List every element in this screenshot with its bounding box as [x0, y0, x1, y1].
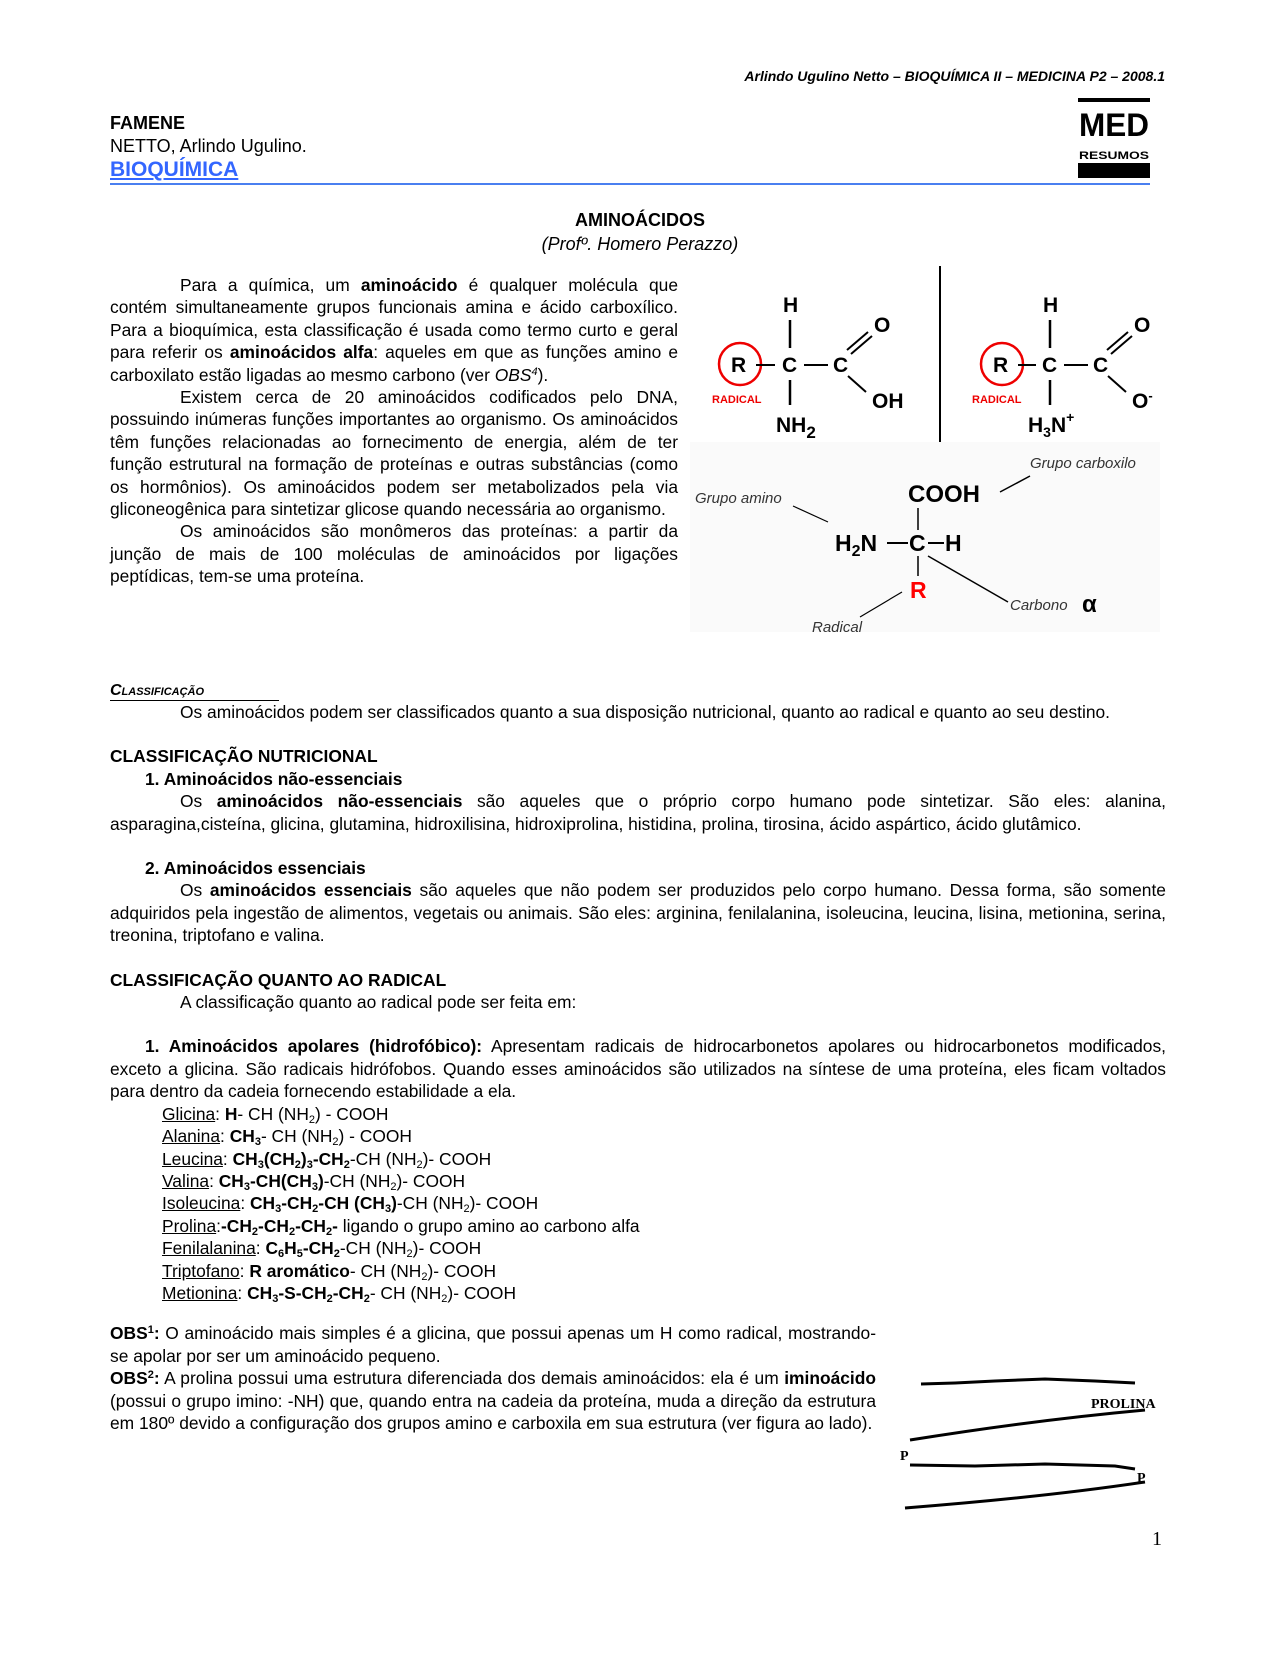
text-run: CH [249, 1193, 276, 1214]
text-run: -CH (NH [349, 1148, 417, 1169]
c-label: C [1093, 354, 1109, 377]
text-run: (possui o grupo imino: -NH) que, quando entra na cadeia da proteína, muda a direção da estrutura em 180º devido a configuração dos grupos amino e carboxila em sua estrutura (ver figura ao lado). [110, 1390, 876, 1433]
formula-item [162, 1148, 1166, 1170]
section-heading-radical: CLASSIFICAÇÃO QUANTO AO RADICAL [110, 969, 447, 990]
text-run: 2 [332, 1136, 339, 1149]
text-run: aminoácidos alfa [229, 342, 374, 363]
intro-paragraph [110, 386, 678, 520]
text-run: Para a química, um [180, 275, 361, 295]
p-label: P [1137, 1471, 1146, 1486]
text-run: -CH (CH [318, 1193, 385, 1214]
formula-item [162, 1170, 1166, 1192]
text-run: -CH [312, 1148, 344, 1169]
logo-resumos: RESUMOS [1079, 150, 1149, 162]
text-run: -CH (NH [339, 1238, 407, 1259]
oh-label: OH [872, 390, 904, 413]
text-run: ) - COOH [315, 1103, 389, 1124]
formula-item [162, 1125, 1166, 1147]
obs-1 [110, 1322, 876, 1367]
formula-item [162, 1192, 1166, 1214]
text-run: 1. Aminoácidos apolares (hidrofóbico): [145, 1036, 483, 1057]
subsection-text [110, 790, 1166, 835]
text-run: Prolina [162, 1215, 217, 1236]
text-run: - CH (NH [260, 1126, 333, 1147]
h2n-label: $H_2N$ [835, 530, 878, 560]
text-run: (CH [263, 1148, 295, 1169]
text-run: CH [229, 1126, 255, 1147]
text-run: : [209, 1170, 219, 1191]
label-grupo-carboxilo: Grupo carboxilo [1030, 455, 1136, 472]
text-run: iminoácido [784, 1368, 876, 1389]
radical-intro: A classificação quanto ao radical pode ser feita em: [180, 992, 577, 1013]
subject-title: BIOQUÍMICA [110, 158, 239, 181]
text-run: Os aminoácidos são monômeros das proteínas: a partir da junção de mais de 100 moléculas de aminoácidos por ligações peptídicas, tem-se uma proteína. [110, 521, 678, 587]
text-run: A prolina possui uma estrutura diferenciada dos demais aminoácidos: ela é um [159, 1368, 785, 1389]
classificacao-text: Os aminoácidos podem ser classificados quanto a sua disposição nutricional, quanto ao radical e quanto ao seu destino. [180, 702, 1111, 722]
intro-paragraph [110, 274, 678, 386]
zwitterion-amino-acid [972, 294, 1153, 440]
text-run: : [220, 1126, 230, 1147]
text-run: 4 [531, 365, 538, 378]
text-run: 2 [294, 1158, 301, 1171]
r-label: R [910, 577, 927, 603]
text-run: OBS [110, 1368, 148, 1389]
text-run: -CH [332, 1282, 364, 1303]
text-run: )- COOH [412, 1238, 482, 1259]
text-run: -CH(CH [249, 1170, 312, 1191]
text-run: Glicina [162, 1103, 216, 1124]
text-run: ligando o grupo amino ao carbono alfa [337, 1215, 640, 1236]
text-run: O aminoácido mais simples é a glicina, que possui apenas um H como radical, mostrando-se apolar por ser um aminoácido pequeno. [110, 1323, 876, 1366]
text-run: H [224, 1103, 238, 1124]
title-block [0, 208, 1280, 256]
text-run: Os [180, 791, 217, 812]
text-run: )- COOH [422, 1148, 492, 1169]
text-run: ). [537, 364, 549, 385]
text-run: 2 [251, 1225, 259, 1238]
text-run: 3 [384, 1203, 392, 1216]
c-label: C [1042, 354, 1058, 377]
text-run: 2 [288, 1225, 296, 1238]
text-run: 5 [296, 1248, 303, 1261]
label-radical: Radical [812, 619, 863, 632]
text-run: - CH (NH [237, 1103, 309, 1124]
text-run: 2 [308, 1113, 316, 1126]
med-resumos-logo [1078, 98, 1150, 178]
o-minus-label: O- [1132, 388, 1153, 413]
text-run: 2 [406, 1248, 413, 1261]
text-run: são aqueles que não podem ser produzidos pelo corpo humano. Dessa forma, são somente adquiridos pela ingestão de alimentos, vegetais ou animais. São eles: arginina, fenilalanina, isoleucina, leucina, lisina, metionina, serina, treonina, triptofano e valina. [110, 880, 1166, 946]
r-label: R [993, 354, 1009, 377]
text-run: 2 [326, 1292, 333, 1305]
proline-helix-figure [895, 1370, 1175, 1510]
text-run: 2 [343, 1158, 350, 1171]
text-run: ) [300, 1148, 307, 1169]
formula-item [162, 1103, 1166, 1125]
text-run: 2 [333, 1248, 340, 1261]
text-run: 1 [147, 1324, 154, 1337]
text-run: 2 [463, 1203, 470, 1216]
author: NETTO, Arlindo Ugulino. [110, 136, 307, 156]
text-run: : [255, 1238, 266, 1259]
text-run: : [215, 1103, 225, 1124]
text-run: OBS [110, 1323, 148, 1344]
subsection-text [110, 879, 1166, 946]
text-run: Metionina [162, 1282, 238, 1303]
p-label: P [900, 1449, 909, 1464]
text-run: 3 [275, 1203, 282, 1216]
text-run: -CH [258, 1215, 289, 1236]
h-label: H [945, 530, 962, 556]
text-run: )- COOH [427, 1260, 497, 1281]
subsection-title: 1. Aminoácidos não-essenciais [145, 768, 403, 789]
text-run: -CH (NH [396, 1193, 464, 1214]
text-run: C [265, 1238, 279, 1259]
section-heading-nutricional: CLASSIFICAÇÃO NUTRICIONAL [110, 746, 378, 767]
h-label: H [783, 294, 799, 317]
text-run: R aromático [249, 1260, 350, 1281]
cooh-label: COOH [908, 481, 980, 508]
text-run: : [240, 1193, 250, 1214]
text-run: 2 [441, 1292, 448, 1305]
o-label: O [874, 314, 891, 337]
text-run: CH [232, 1148, 258, 1169]
text-run: 2 [421, 1270, 428, 1283]
main-content [110, 682, 1166, 1434]
formula-list [110, 1103, 1166, 1305]
text-run: 2 [147, 1369, 154, 1382]
text-run: CH [247, 1282, 273, 1303]
text-run: : [239, 1260, 250, 1281]
text-run: aminoácidos essenciais [209, 880, 412, 901]
text-run: : [153, 1368, 160, 1389]
text-run: - CH (NH [349, 1260, 422, 1281]
text-run: Apresentam radicais de hidrocarbonetos apolares ou hidrocarbonetos modificados, exceto a glicina. São radicais hidrófobos. Quando esses aminoácidos são utilizados na síntese de uma proteína, eles ficam voltados para dentro da cadeia fornecendo estabilidade a ela. [110, 1036, 1166, 1102]
o-label: O [1134, 314, 1151, 337]
text-run: Leucina [162, 1148, 223, 1169]
text-run: )- COOH [469, 1193, 539, 1214]
apolares-text [110, 1035, 1166, 1102]
intro-text [110, 274, 678, 588]
text-run: 2 [416, 1158, 423, 1171]
text-run: 2 [326, 1225, 333, 1238]
text-run: CH [218, 1170, 244, 1191]
neutral-amino-acid [712, 294, 904, 442]
text-run: 3 [306, 1158, 313, 1171]
text-run: OBS [494, 364, 532, 385]
text-run: aminoácidos não-essenciais [216, 791, 463, 812]
label-carbono: Carbono [1010, 597, 1068, 614]
text-run: são aqueles que o próprio corpo humano pode sintetizar. São eles: alanina, asparagina,cisteína, glicina, glutamina, hidroxilisina, hidroxiprolina, histidina, prolina, tirosina, ácido aspártico, ácido glutâmico. [110, 791, 1166, 834]
text-run: : [216, 1215, 221, 1236]
formula-item [162, 1237, 1166, 1259]
text-run: -CH [295, 1215, 326, 1236]
radical-label: RADICAL [972, 394, 1022, 406]
text-run: 3 [254, 1136, 261, 1149]
prolina-label: PROLINA [1091, 1397, 1156, 1412]
text-run: 3 [311, 1180, 318, 1193]
text-run: : [153, 1323, 160, 1344]
text-run: 2 [363, 1292, 370, 1305]
document-header [110, 112, 307, 181]
text-run: ) - COOH [338, 1126, 412, 1147]
section-heading-classificacao: Classificação [110, 682, 279, 701]
subsection-title: 2. Aminoácidos essenciais [145, 858, 366, 879]
header-rule [110, 183, 1150, 185]
radical-label: RADICAL [712, 394, 762, 406]
text-run: - [332, 1215, 338, 1236]
text-run: aminoácido [360, 275, 458, 295]
text-run: Isoleucina [162, 1193, 241, 1214]
text-run: -CH [281, 1193, 313, 1214]
c-label: C [833, 354, 849, 377]
text-run: : aqueles em que as funções amino e carboxilato estão ligadas ao mesmo carbono (ver [110, 342, 678, 385]
text-run: : [237, 1282, 248, 1303]
text-run: 3 [243, 1180, 250, 1193]
institution: FAMENE [110, 113, 186, 133]
text-run: Alanina [162, 1126, 221, 1147]
logo-med: MED [1079, 107, 1149, 143]
text-run: 6 [278, 1248, 285, 1261]
text-run: -CH (NH [323, 1170, 391, 1191]
text-run: - CH (NH [369, 1282, 442, 1303]
formula-item [162, 1282, 1166, 1304]
text-run: Existem cerca de 20 aminoácidos codificados pelo DNA, possuindo inúmeras funções importantes ao organismo. Os aminoácidos têm funções relacionadas ao fornecimento de energia, além de ter função estrutural na formação de proteínas e outras substâncias (como os hormônios). Os aminoácidos podem ser metabolizados pela via gliconeogênica para sintetizar glicose quando necessária ao organismo. [110, 387, 678, 520]
intro-paragraph [110, 520, 678, 587]
alpha-carbon-label: C [909, 530, 926, 556]
observations [110, 1322, 876, 1434]
text-run: H [284, 1238, 297, 1259]
text-run: )- COOH [447, 1282, 517, 1303]
text-run: 3 [257, 1158, 264, 1171]
text-run: Triptofano [162, 1260, 240, 1281]
r-label: R [731, 354, 747, 377]
alpha-symbol: α [1082, 591, 1097, 618]
h-label: H [1043, 294, 1059, 317]
text-run: : [222, 1148, 233, 1169]
text-run: 2 [312, 1203, 319, 1216]
text-run: Os [180, 880, 210, 901]
page-title: AMINOÁCIDOS [575, 210, 705, 230]
text-run: )- COOH [396, 1170, 466, 1191]
text-run: ) [391, 1193, 397, 1214]
text-run: Valina [162, 1170, 210, 1191]
text-run: Fenilalanina [162, 1238, 256, 1259]
page-subtitle: (Profº. Homero Perazzo) [541, 234, 739, 254]
nh2-label: $NH_2$ [776, 414, 816, 442]
text-run: -CH [302, 1238, 334, 1259]
formula-item [162, 1215, 1166, 1237]
h3n-label: $H_3N^+$ [1028, 409, 1075, 440]
c-label: C [782, 354, 798, 377]
formula-item [162, 1260, 1166, 1282]
text-run: ) [317, 1170, 324, 1191]
page-number: 1 [1152, 1528, 1162, 1550]
text-run: -CH [220, 1215, 252, 1236]
label-grupo-amino: Grupo amino [695, 490, 782, 507]
amino-acid-structure-diagram [690, 262, 1160, 632]
running-header: Arlindo Ugulino Netto – BIOQUÍMICA II – MEDICINA P2 – 2008.1 [744, 68, 1165, 84]
text-run: -S-CH [278, 1282, 327, 1303]
text-run: 3 [272, 1292, 279, 1305]
text-run: é qualquer molécula que contém simultaneamente grupos funcionais amina e ácido carboxílico. Para a bioquímica, esta classificação é usada como termo curto e geral para referir os [110, 275, 678, 363]
obs-2 [110, 1367, 876, 1434]
text-run: 2 [390, 1180, 397, 1193]
